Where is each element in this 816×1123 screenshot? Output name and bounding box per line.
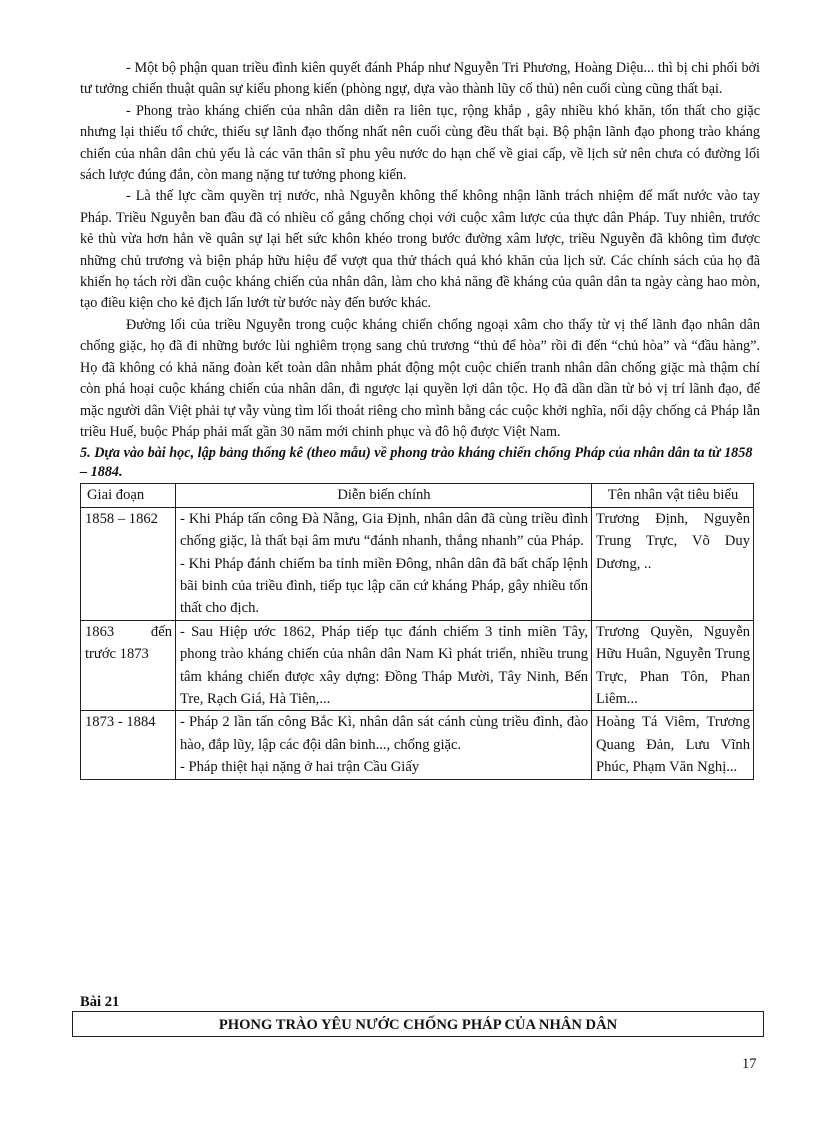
header-people: Tên nhân vật tiêu biểu [592,484,754,507]
table-row [81,507,754,620]
event-line: - Khi Pháp tấn công Đà Nẵng, Gia Định, nhân dân đã cùng triều đình chống giặc, là thất bại âm mưu “đánh nhanh, thắng nhanh” của Pháp. [180,510,588,550]
table-row [81,711,754,779]
paragraph-nguyen-policy: Đường lối của triều Nguyễn trong cuộc kháng chiến chống ngoại xâm cho thấy từ vị thế lãnh đạo nhân dân chống giặc, họ đã đi những bước lùi nghiêm trọng sang chủ trương “thủ để hòa” rồi đi đến “chủ hòa” và “đầu hàng”. Họ đã không có khả năng đoàn kết toàn dân nhằm phát động một cuộc chiến tranh nhân dân chống giặc mà thậm chí còn phá hoại cuộc kháng chiến của nhân dân, đi ngược lại quyền lợi dân tộc. Họ đã dần dần từ bỏ vị trí lãnh đạo, để mặc người dân Việt phải tự vẫy vùng tìm lối thoát riêng cho mình bằng các cuộc khởi nghĩa, nổi dậy chống cả Pháp lẫn triều Huế, buộc Pháp phải mất gần 30 năm mới chinh phục và đô hộ được Việt Nam. [80,316,760,440]
paragraph-people-movement: - Phong trào kháng chiến của nhân dân diễn ra liên tục, rộng khắp , gây nhiều khó khăn, tổn thất cho giặc nhưng lại thiếu tổ chức, thiếu sự lãnh đạo thống nhất nên cuối cùng đều thất bại. Bộ phận lãnh đạo phong trào kháng chiến của nhân dân chủ yếu là các văn thân sĩ phu yêu nước do hạn chế về giai cấp, về lịch sử nên chưa có đường lối sách lược đúng đắn, còn mang nặng tư tưởng phong kiến. [80,102,760,184]
statistics-table [80,483,754,779]
event-line: - Sau Hiệp ước 1862, Pháp tiếp tục đánh chiếm 3 tỉnh miền Tây, phong trào kháng chiến của nhân dân Nam Kì phát triển, nhiều trung tâm kháng chiến được xây dựng: Đồng Tháp Mười, Tây Ninh, Bến Tre, Rạch Giá, Hà Tiên,... [180,623,588,707]
paragraph-court-resistance: - Một bộ phận quan triều đình kiên quyết đánh Pháp như Nguyễn Tri Phương, Hoàng Diệu... thì bị chi phối bởi tư tưởng chiến thuật quân sự kiểu phong kiến (phòng ngự, dựa vào thành lũy cố thủ) nên cuối cùng cũng thất bại. [80,60,760,98]
people-cell: Trương Quyền, Nguyễn Hữu Huân, Nguyễn Trung Trực, Phan Tôn, Phan Liêm... [592,620,754,711]
document-body [80,58,760,780]
period-cell: 1873 - 1884 [81,711,176,779]
event-line: - Pháp 2 lần tấn công Bắc Kì, nhân dân sát cánh cùng triều đình, đào hào, đắp lũy, lập các đội dân binh..., chống giặc. [180,714,588,753]
event-line: - Pháp thiệt hại nặng ở hai trận Cầu Giấy [180,759,420,776]
events-cell [176,620,592,711]
page-number: 17 [742,1056,757,1072]
events-cell [176,507,592,620]
table-row [81,620,754,711]
question-5: 5. Dựa vào bài học, lập bảng thống kê (theo mẫu) về phong trào kháng chiến chống Pháp của nhân dân ta từ 1858 – 1884. [80,445,753,481]
header-period: Giai đoạn [81,484,176,507]
table-header-row [81,484,754,507]
lesson-label: Bài 21 [80,994,120,1010]
header-events: Diễn biến chính [176,484,592,507]
people-cell: Trương Định, Nguyễn Trung Trực, Võ Duy Dương, .. [592,507,754,620]
people-cell: Hoàng Tá Viêm, Trương Quang Đản, Lưu Vĩnh Phúc, Phạm Văn Nghị... [592,711,754,779]
event-line: - Khi Pháp đánh chiếm ba tỉnh miền Đông, nhân dân đã bất chấp lệnh bãi binh của triều đình, tiếp tục lập căn cứ kháng Pháp, gây nhiều tổn thất cho địch. [180,555,588,617]
period-cell: 1858 – 1862 [81,507,176,620]
events-cell [176,711,592,779]
lesson-title: PHONG TRÀO YÊU NƯỚC CHỐNG PHÁP CỦA NHÂN DÂN [72,1011,764,1037]
period-cell: 1863 đến trước 1873 [81,620,176,711]
paragraph-nguyen-responsibility: - Là thế lực cầm quyền trị nước, nhà Nguyễn không thể không nhận lãnh trách nhiệm để mất nước vào tay Pháp. Triều Nguyễn ban đầu đã có nhiều cố gắng chống chọi với cuộc xâm lược của thực dân Pháp. Tuy nhiên, trước kẻ thù vừa hơn hẳn về quân sự lại hết sức khôn khéo trong bước đường xâm lược, triều Nguyễn đã không tìm được những chủ trương và biện pháp hữu hiệu để vượt qua thử thách quá khó khăn của lịch sử. Các chính sách của họ đã khiến họ tách rời dần cuộc kháng chiến của nhân dân, làm cho khả năng đề kháng của quân dân ta ngày càng hao mòn, tạo điều kiện cho kẻ địch lấn lướt từ bước này đến bước khác. [80,188,760,312]
